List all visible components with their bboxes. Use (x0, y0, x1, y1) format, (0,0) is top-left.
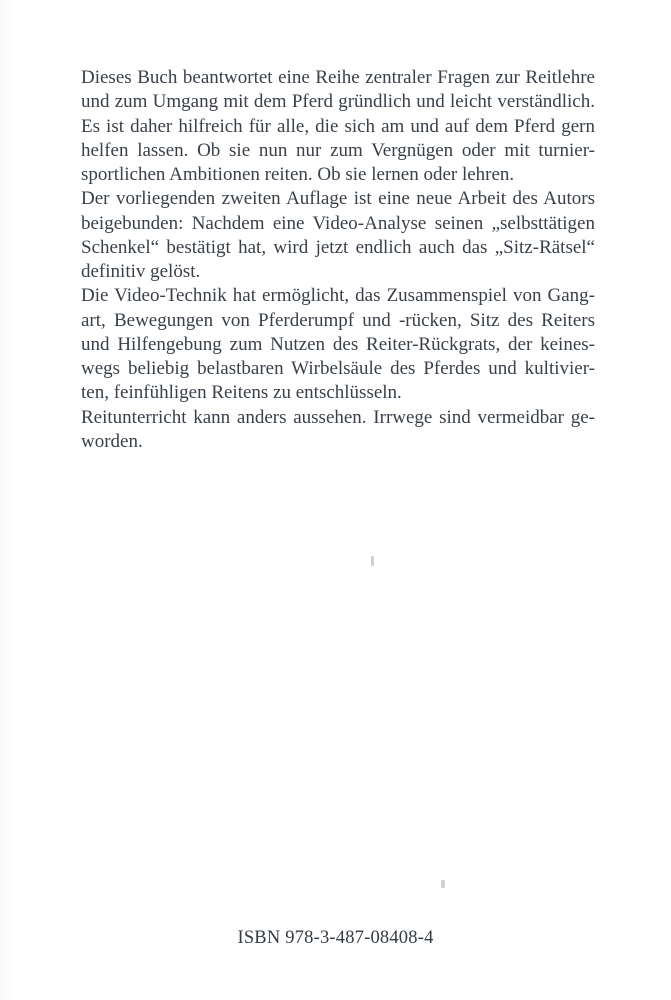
text-line: art, Bewegungen von Pferderumpf und -rücken, Sitz des Reiters (81, 309, 595, 331)
text-line: sportlichen Ambitionen reiten. Ob sie lernen oder lehren. (81, 164, 515, 185)
text-line: und Hilfengebung zum Nutzen des Reiter-Rückgrats, der keines- (81, 333, 595, 355)
text-line: Schenkel“ bestätigt hat, wird jetzt endlich auch das „Sitz-Rätsel“ (81, 236, 595, 258)
text-line: definitiv gelöst. (81, 261, 201, 282)
text-line: wegs beliebig belastbaren Wirbelsäule des Pferdes und kultivier- (81, 358, 595, 379)
text-line: ten, feinfühligen Reitens zu entschlüsseln. (81, 382, 402, 404)
blurb-text (81, 66, 595, 454)
scan-speck (441, 880, 445, 888)
text-line: Es ist daher hilfreich für alle, die sich am und auf dem Pferd gern (81, 115, 595, 137)
isbn-line: ISBN 978-3-487-08408-4 (237, 928, 434, 948)
text-line: Dieses Buch beantwortet eine Reihe zentraler Fragen zur Reitlehre (81, 67, 595, 88)
text-line: Der vorliegenden zweiten Auflage ist eine neue Arbeit des Autors (81, 188, 595, 210)
scan-speck (371, 556, 374, 566)
text-line: beigebunden: Nachdem eine Video-Analyse seinen „selbsttätigen (81, 212, 595, 234)
text-line: Reitunterricht kann anders aussehen. Irrwege sind vermeidbar ge- (81, 406, 595, 428)
text-line: und zum Umgang mit dem Pferd gründlich und leicht verständlich. (81, 91, 595, 113)
text-line: helfen lassen. Ob sie nun nur zum Vergnügen oder mit turnier- (81, 139, 595, 161)
text-line: worden. (81, 430, 143, 452)
text-line: Die Video-Technik hat ermöglicht, das Zusammenspiel von Gang- (81, 285, 595, 307)
